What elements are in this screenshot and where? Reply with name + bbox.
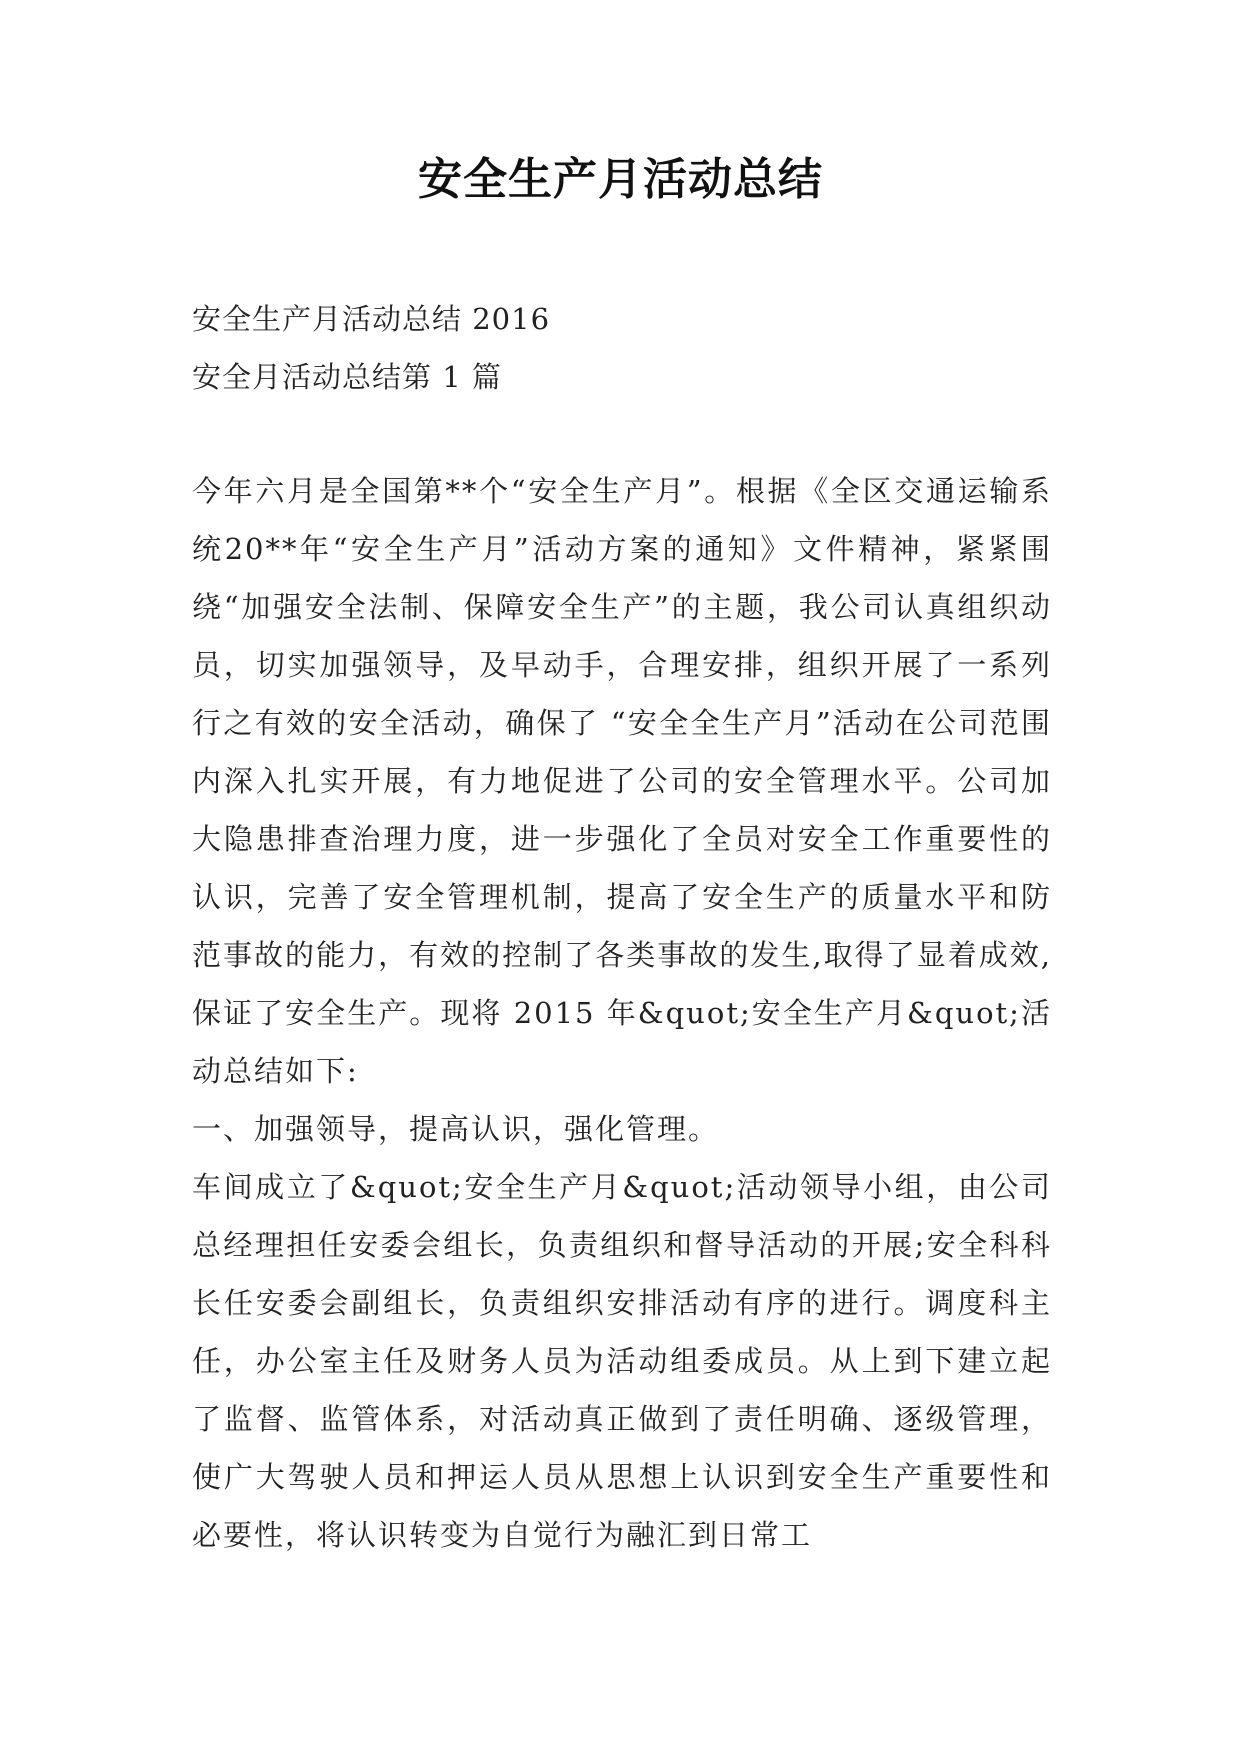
subtitle-block [192, 290, 1052, 406]
document-title: 安全生产月活动总结 [418, 154, 823, 205]
intro-paragraph: 今年六月是全国第**个“安全生产月”。根据《全区交通运输系统20**年“安全生产月”活动方案的通知》文件精神，紧紧围绕“加强安全法制、保障安全生产”的主题，我公司认真组织动员，切实加强领导，及早动手，合理安排，组织开展了一系列行之有效的安全活动，确保了 “安全全生产月”活动在公司范围内深入扎实开展，有力地促进了公司的安全管理水平。公司加大隐患排查治理力度，进一步强化了全员对安全工作重要性的认识，完善了安全管理机制，提高了安全生产的质量水平和防范事故的能力，有效的控制了各类事故的发生,取得了显着成效,保证了安全生产。现将 2015 年&quot;安全生产月&quot;活动总结如下: [192, 474, 1052, 1088]
section-paragraph: 车间成立了&quot;安全生产月&quot;活动领导小组，由公司总经理担任安委会组长，负责组织和督导活动的开展;安全科科长任安委会副组长，负责组织安排活动有序的进行。调度科主任，办公室主任及财务人员为活动组委成员。从上到下建立起了监督、监管体系，对活动真正做到了责任明确、逐级管理，使广大驾驶人员和押运人员从思想上认识到安全生产重要性和必要性，将认识转变为自觉行为融汇到日常工 [192, 1170, 1052, 1552]
document-body [192, 462, 1052, 1564]
subtitle-chapter: 安全月活动总结第 1 篇 [192, 360, 502, 394]
section-heading: 一、加强领导，提高认识，强化管理。 [192, 1112, 720, 1146]
subtitle-year: 安全生产月活动总结 2016 [192, 302, 551, 336]
